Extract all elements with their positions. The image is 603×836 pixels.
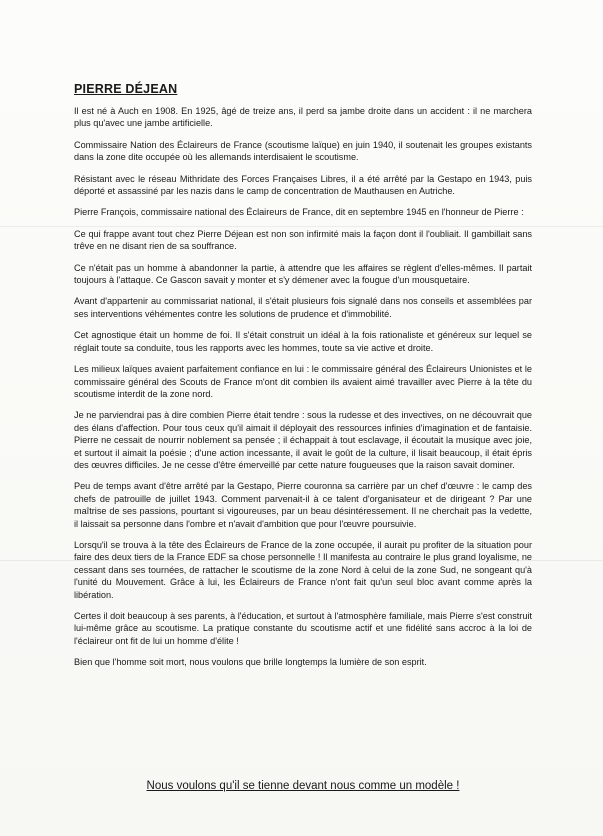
paragraph-tribute-intro: Pierre François, commissaire national des Éclaireurs de France, dit en septembre 1945 en l'honneur de Pierre :: [74, 207, 524, 218]
paragraph-commissioner: Commissaire Nation des Éclaireurs de France (scoutisme laïque) en juin 1940, il soutenait les groupes existants dans la zone dite occupée où les allemands interdisaient le scoutisme.: [74, 139, 532, 163]
paragraph-fighter: Ce n'était pas un homme à abandonner la partie, à attendre que les affaires se règlent d'elles-mêmes. Il partait toujours à l'attaque. Ce Gascon savait y monter et s'y démener avec la fougue d'un mousquetaire.: [74, 262, 532, 286]
paragraph-secular-circles: Les milieux laïques avaient parfaitement confiance en lui : le commissaire général des Éclaireurs Unionistes et le commissaire général des Scouts de France m'ont dit combien ils avaient aimé travailler avec Pierre à la tête du scoutisme interdit de la zone nord.: [74, 364, 532, 399]
paragraph-resistance: Résistant avec le réseau Mithridate des Forces Françaises Libres, il a été arrêté par la Gestapo en 1943, puis déporté et assassiné par les nazis dans le camp de concentration de Mauthausen en Autriche.: [74, 173, 532, 197]
closing-statement: Nous voulons qu'il se tienne devant nous comme un modèle !: [146, 780, 460, 792]
paragraph-upbringing: Certes il doit beaucoup à ses parents, à l'éducation, et surtout à l'atmosphère familiale, mais Pierre s'est construit lui-même grâce au scoutisme. La pratique constante du scoutisme actif et une fidélité sans accroc à la loi de l'éclaireur ont fit de lui un homme d'élite !: [74, 611, 532, 646]
paragraph-loyalty: Lorsqu'il se trouva à la tête des Éclaireurs de France de la zone occupée, il aurait pu profiter de la situation pour faire des deux tiers de la France EDF sa chose personnelle ! Il manifesta au contraire le plus grand loyalisme, ne cessant dans ses tournées, de rattacher le scoutisme de la zone Nord à celui de la zone Sud, ne songeant qu'à l'unité du Mouvement. Grâce à lui, les Éclaireurs de France n'ont fait qu'un seul bloc avant comme après la libération.: [74, 539, 532, 600]
paragraph-tenderness: Je ne parviendrai pas à dire combien Pierre était tendre : sous la rudesse et des invectives, on ne découvrait que des élans d'affection. Pour tous ceux qu'il aimait il déployait des ressources infinies d'imagination et de fantaisie. Pierre ne cessait de nourrir noblement sa pensée ; il échappait à tout esclavage, il écoutait la musique avec joie, et surtout il aimait la poésie ; d'une action incessante, il avait le goût de la culture, il lisait beaucoup, il était épris des œuvres difficiles. Je ne cesse d'être émerveillé par cette nature fougueuses que la raison savait dominer.: [74, 410, 532, 470]
paragraph-birth: Il est né à Auch en 1908. En 1925, âgé de treize ans, il perd sa jambe droite dans un accident : il ne marchera plus qu'avec une jambe artificielle.: [74, 106, 532, 129]
document-title: PIERRE DÉJEAN: [74, 82, 178, 96]
paragraph-agnostic: Cet agnostique était un homme de foi. Il s'était construit un idéal à la fois rationaliste et généreux sur lequel se réglait toute sa conduite, tous les rapports avec les hommes, toute sa vie active et droite.: [74, 330, 532, 353]
paragraph-infirmity: Ce qui frappe avant tout chez Pierre Déjean est non son infirmité mais la façon dont il l'oubliait. Il gambillait sans trêve en ne disant rien de sa souffrance.: [74, 228, 532, 252]
document-body: [74, 82, 532, 678]
paragraph-councils: Avant d'appartenir au commissariat national, il s'était plusieurs fois signalé dans nos conseils et assemblées par ses interventions véhémentes contre les solutions de prudence et d'immobilité.: [74, 296, 532, 319]
paragraph-legacy: Bien que l'homme soit mort, nous voulons que brille longtemps la lumière de son esprit.: [74, 657, 427, 668]
paragraph-masterpiece: Peu de temps avant d'être arrêté par la Gestapo, Pierre couronna sa carrière par un chef d'œuvre : le camp des chefs de patrouille de juillet 1943. Comment parvenait-il à ce talent d'organisateur et de dirigeant ? Par une maîtrise de ses passions, pourtant si vigoureuses, par un beau désintéressement. Il ne cherchait pas la vedette, il laissait sa personne dans l'ombre et n'avait d'ambition que pour l'œuvre poursuivie.: [74, 481, 532, 529]
